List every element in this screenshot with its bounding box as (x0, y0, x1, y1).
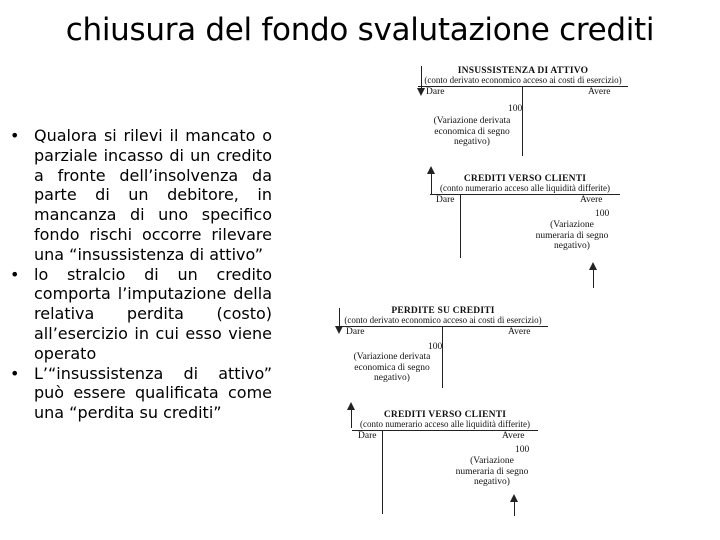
connector-line (421, 66, 422, 88)
avere-label: Avere (508, 327, 531, 337)
amount-value: 100 (595, 209, 610, 219)
arrow-up-icon (589, 262, 597, 270)
dare-label: Dare (426, 87, 445, 97)
connector-line (351, 410, 352, 428)
account-note: (Variazione derivata economica di segno negativo) (433, 116, 511, 147)
amount-value: 100 (508, 104, 523, 114)
account-note: (Variazione numeraria di segno negativo) (535, 220, 609, 251)
account-subtitle: (conto derivato economico acceso ai costi di esercizio) (344, 315, 542, 325)
arrow-up-icon (427, 166, 435, 174)
avere-label: Avere (588, 87, 611, 97)
connector-line (593, 268, 594, 288)
bullet-item: • Qualora si rilevi il mancato o parziale incasso di un credito a fronte dell’insolvenza da parte di un debitore, in mancanza di uno specifico fondo rischi occorre rilevare una “insussistenza di attivo” (10, 126, 272, 265)
account-title: CREDITI VERSO CLIENTI (463, 174, 587, 184)
t-account-insussistenza (418, 66, 628, 156)
account-title: INSUSSISTENZA DI ATTIVO (457, 66, 589, 76)
t-account-perdite-crediti (338, 306, 548, 388)
arrow-up-icon (347, 402, 355, 410)
account-divider (522, 86, 523, 156)
dare-label: Dare (346, 327, 365, 337)
amount-value: 100 (428, 342, 443, 352)
account-divider (382, 430, 383, 514)
account-divider (442, 326, 443, 388)
arrow-down-icon (335, 326, 343, 334)
connector-line (339, 308, 340, 326)
bullet-list (10, 126, 272, 423)
account-subtitle: (conto derivato economico acceso ai costi di esercizio) (424, 75, 622, 85)
avere-label: Avere (502, 431, 525, 441)
account-title: CREDITI VERSO CLIENTI (383, 410, 507, 420)
arrow-down-icon (417, 88, 425, 96)
account-subtitle: (conto numerario acceso alle liquidità differite) (359, 419, 530, 429)
account-divider (460, 194, 461, 258)
account-note: (Variazione derivata economica di segno negativo) (353, 352, 431, 383)
bullet-item: • L’“insussistenza di attivo” può essere qualificata come una “perdita su crediti” (10, 364, 272, 423)
account-subtitle: (conto numerario acceso alle liquidità differite) (439, 183, 610, 193)
connector-line (514, 500, 515, 516)
account-note: (Variazione numeraria di segno negativo) (455, 456, 529, 487)
account-title: PERDITE SU CREDITI (391, 306, 495, 316)
avere-label: Avere (580, 195, 603, 205)
dare-label: Dare (358, 431, 377, 441)
slide-title: chiusura del fondo svalutazione crediti (65, 12, 655, 48)
connector-line (431, 174, 432, 194)
amount-value: 100 (515, 445, 530, 455)
t-account-crediti-clienti-1 (430, 174, 620, 258)
arrow-up-icon (510, 494, 518, 502)
dare-label: Dare (436, 195, 455, 205)
bullet-item: • lo stralcio di un credito comporta l’imputazione della relativa perdita (costo) all’esercizio in cui esso viene operato (10, 265, 272, 364)
